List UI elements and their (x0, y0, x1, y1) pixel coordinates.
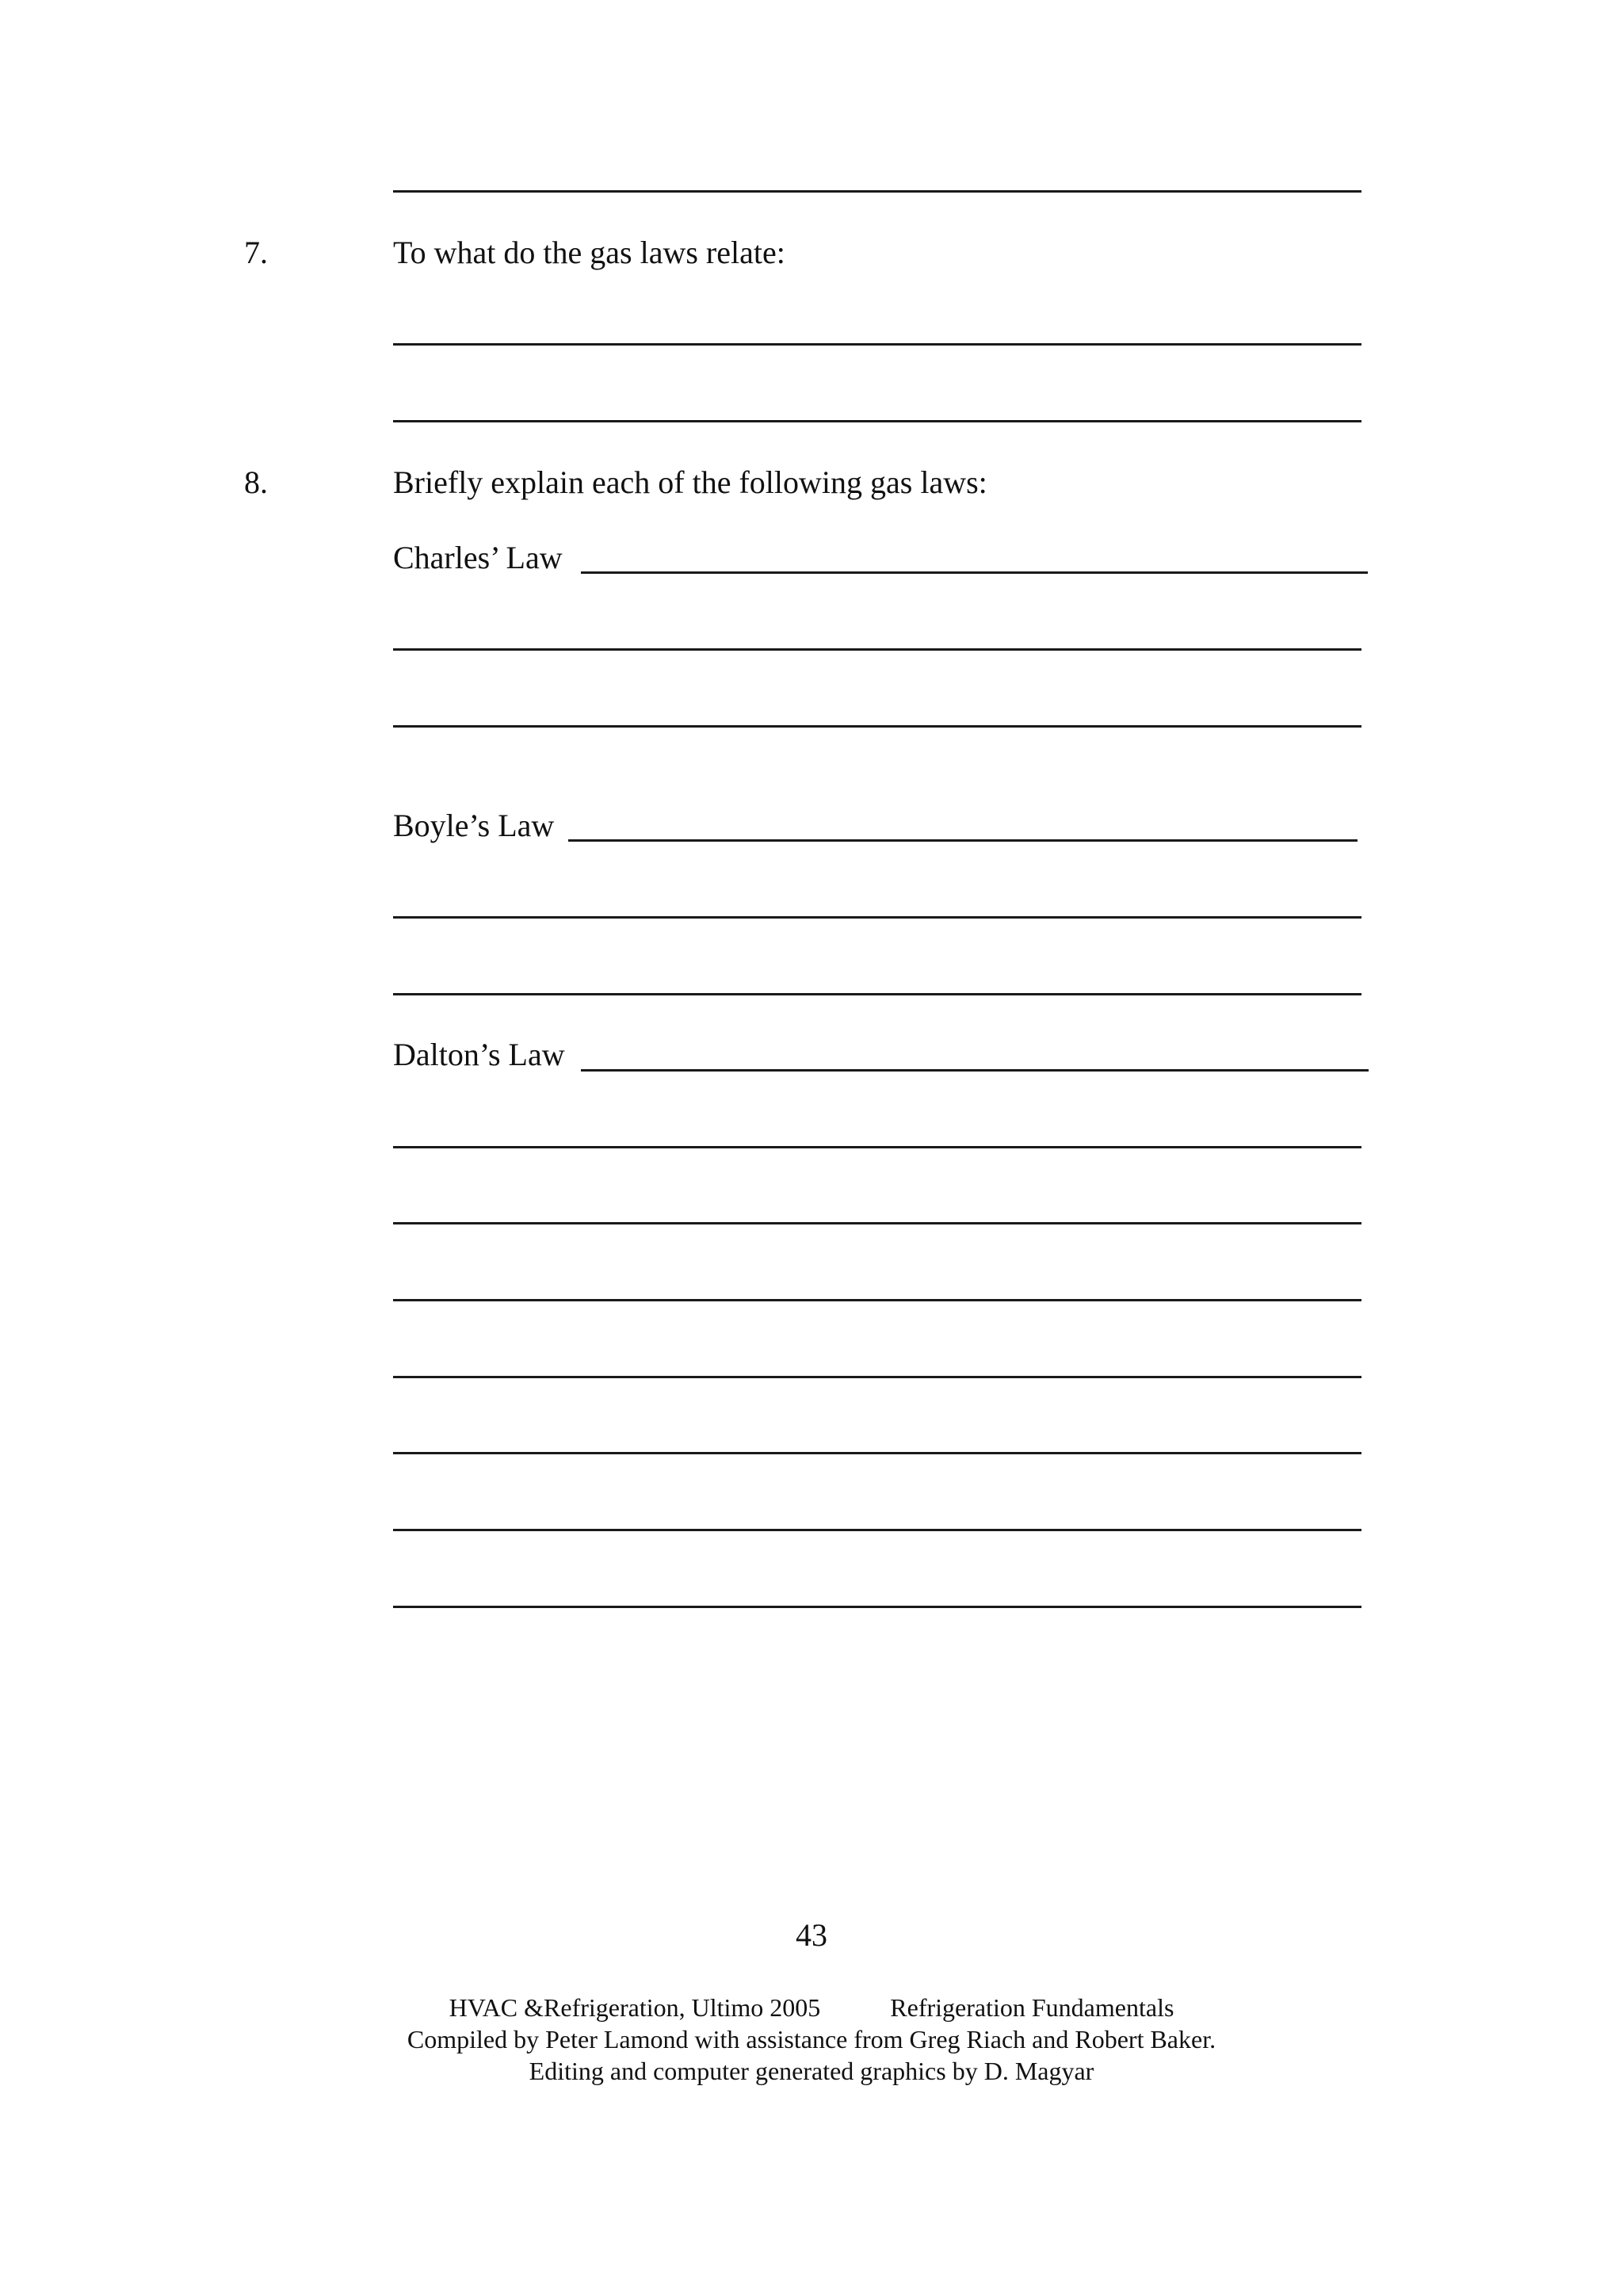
answer-line[interactable] (393, 1529, 1361, 1531)
answer-line[interactable] (393, 725, 1361, 728)
footer-credits: Compiled by Peter Lamond with assistance from Greg Riach and Robert Baker. (407, 2025, 1216, 2053)
footer-module: Refrigeration Fundamentals (890, 1993, 1174, 2022)
answer-line[interactable] (393, 420, 1361, 422)
daltons-law-label: Dalton’s Law (393, 1037, 565, 1072)
answer-line[interactable] (393, 648, 1361, 651)
answer-line[interactable] (393, 1299, 1361, 1301)
answer-line[interactable] (581, 1069, 1369, 1072)
answer-line[interactable] (568, 839, 1358, 842)
answer-line[interactable] (393, 1376, 1361, 1378)
answer-line[interactable] (393, 343, 1361, 346)
answer-line[interactable] (393, 190, 1361, 193)
footer-course: HVAC &Refrigeration, Ultimo 2005 (449, 1993, 821, 2022)
answer-line[interactable] (393, 1222, 1361, 1224)
boyles-law-label: Boyle’s Law (393, 808, 555, 843)
answer-line[interactable] (393, 1452, 1361, 1454)
answer-line[interactable] (393, 993, 1361, 995)
answer-line[interactable] (393, 916, 1361, 919)
question-8-number: 8. (244, 464, 268, 500)
answer-line[interactable] (393, 1606, 1361, 1608)
page-number: 43 (796, 1917, 827, 1953)
question-8-text: Briefly explain each of the following gas laws: (393, 464, 987, 500)
question-7-number: 7. (244, 235, 268, 270)
footer-line-1 (0, 1992, 1623, 2023)
answer-line[interactable] (393, 1146, 1361, 1148)
footer-editing: Editing and computer generated graphics by D. Magyar (529, 2057, 1094, 2085)
question-7-text: To what do the gas laws relate: (393, 235, 785, 270)
charles-law-label: Charles’ Law (393, 540, 563, 575)
answer-line[interactable] (581, 571, 1368, 574)
